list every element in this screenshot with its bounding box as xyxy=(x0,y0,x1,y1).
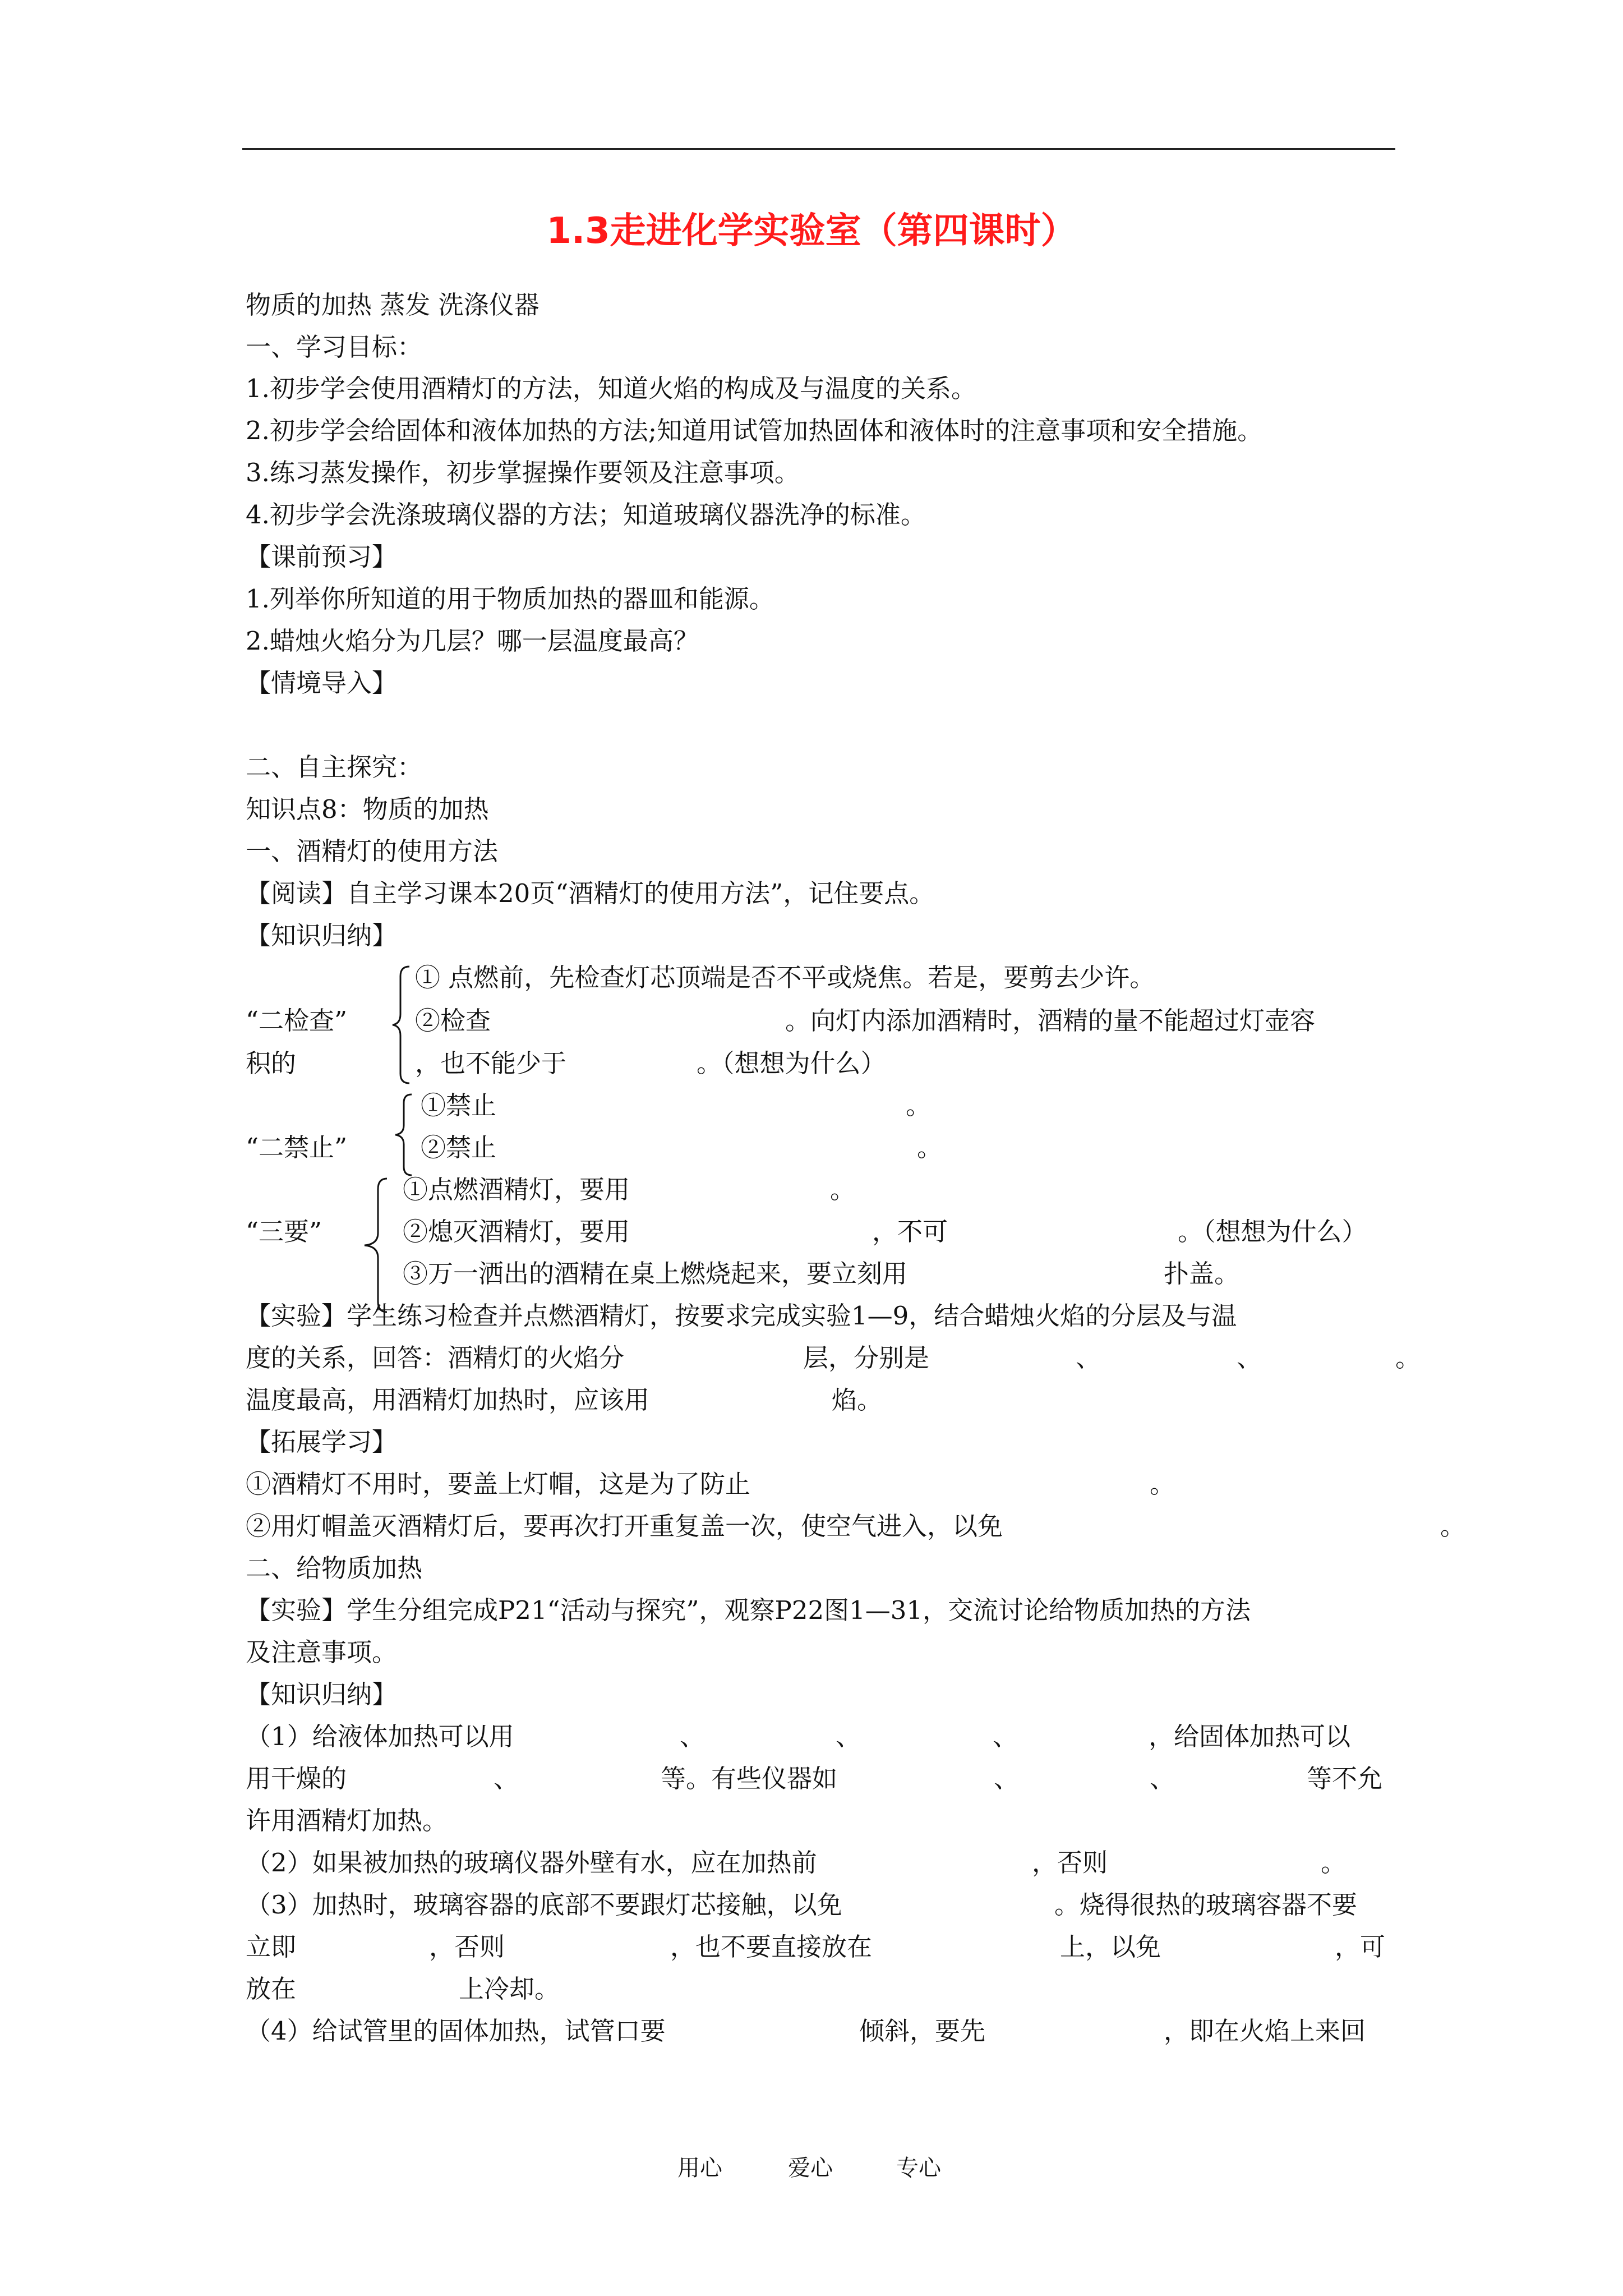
check-item-1: ① 点燃前，先检查灯芯顶端是否不平或烧焦。若是，要剪去少许。 xyxy=(415,963,1155,992)
extend-line: ②用灯帽盖灭酒精灯后，要再次打开重复盖一次，使空气进入，以免 xyxy=(246,1511,1003,1541)
paragraph-1-part: 等。有些仪器如 xyxy=(661,1764,838,1793)
explore-heading: 二、自主探究： xyxy=(246,752,423,782)
summary-2-heading: 【知识归纳】 xyxy=(246,1680,398,1709)
paragraph-1-part: 、 xyxy=(836,1722,861,1751)
forbid-item-2: ②禁止 xyxy=(421,1133,497,1162)
intro-heading: 【情境导入】 xyxy=(246,668,398,698)
check-continuation: ，也不能少于 xyxy=(415,1048,567,1078)
three-item-3-end: 扑盖。 xyxy=(1164,1259,1240,1289)
check-continuation: 。（想想为什么） xyxy=(697,1048,886,1078)
extend-heading: 【拓展学习】 xyxy=(246,1427,398,1457)
preview-heading: 【课前预习】 xyxy=(246,542,398,572)
experiment-line-part: 层，分别是 xyxy=(803,1343,930,1373)
paragraph-1: 用干燥的 xyxy=(246,1764,347,1793)
paragraph-3-part: ，否则 xyxy=(429,1932,505,1962)
footer-text: 用心 xyxy=(677,2155,722,2181)
experiment-line-part: 。 xyxy=(1395,1343,1421,1373)
preview-line: 1.列举你所知道的用于物质加热的器皿和能源。 xyxy=(246,584,774,614)
forbid-item-1-end: 。 xyxy=(906,1091,932,1120)
forbid-label: “二禁止” xyxy=(246,1133,348,1162)
extend-line-end: 。 xyxy=(1150,1469,1175,1499)
experiment-line: 温度最高，用酒精灯加热时，应该用 xyxy=(246,1385,650,1415)
left-brace xyxy=(390,965,413,1085)
forbid-item-2-end: 。 xyxy=(917,1133,943,1162)
goal-line: 2.初步学会给固体和液体加热的方法;知道用试管加热固体和液体时的注意事项和安全措施。 xyxy=(246,416,1263,445)
check-item-2: ②检查 xyxy=(415,1006,491,1036)
check-item-2-rest: 。向灯内添加酒精时，酒精的量不能超过灯壶容 xyxy=(785,1006,1316,1036)
page-title: 1.3走进化学实验室（第四课时） xyxy=(546,210,1077,252)
paragraph-1-part: 、 xyxy=(1150,1764,1175,1793)
three-item-1: ①点燃酒精灯，要用 xyxy=(403,1175,630,1204)
extend-line: ①酒精灯不用时，要盖上灯帽，这是为了防止 xyxy=(246,1469,751,1499)
paragraph-3-part: ，可 xyxy=(1335,1932,1386,1962)
experiment-line-part: 、 xyxy=(1076,1343,1101,1373)
left-brace xyxy=(393,1093,415,1177)
forbid-item-1: ①禁止 xyxy=(421,1091,497,1120)
paragraph-1-part: ，给固体加热可以 xyxy=(1149,1722,1351,1751)
paragraph-2-part: 。 xyxy=(1321,1848,1347,1878)
experiment-line-part: 、 xyxy=(1237,1343,1262,1373)
paragraph-1-part: 等不允 xyxy=(1307,1764,1383,1793)
experiment-line-part: 焰。 xyxy=(832,1385,883,1415)
experiment-line: 【实验】学生练习检查并点燃酒精灯，按要求完成实验1—9，结合蜡烛火焰的分层及与温 xyxy=(246,1301,1237,1331)
paragraph-1-part: 、 xyxy=(994,1764,1020,1793)
paragraph-3: 放在 xyxy=(246,1974,297,2004)
header-rule xyxy=(242,148,1395,150)
paragraph-1: （1）给液体加热可以用 xyxy=(246,1722,514,1751)
paragraph-4: （4）给试管里的固体加热，试管口要 xyxy=(246,2016,666,2046)
footer-text: 专心 xyxy=(896,2155,941,2181)
section-1-heading: 一、酒精灯的使用方法 xyxy=(246,836,499,866)
paragraph-2-part: ，否则 xyxy=(1032,1848,1108,1878)
three-label: “三要” xyxy=(246,1217,322,1246)
experiment-2-line: 【实验】学生分组完成P21“活动与探究”，观察P22图1—31，交流讨论给物质加热的方法 xyxy=(246,1595,1251,1625)
preview-line: 2.蜡烛火焰分为几层？哪一层温度最高？ xyxy=(246,626,699,656)
goals-heading: 一、学习目标： xyxy=(246,332,423,362)
three-item-3: ③万一洒出的酒精在桌上燃烧起来，要立刻用 xyxy=(403,1259,908,1289)
goal-line: 3.练习蒸发操作，初步掌握操作要领及注意事项。 xyxy=(246,458,800,487)
three-item-1-end: 。 xyxy=(830,1175,856,1204)
goal-line: 4.初步学会洗涤玻璃仪器的方法；知道玻璃仪器洗净的标准。 xyxy=(246,500,926,530)
paragraph-4-part: ，即在火焰上来回 xyxy=(1164,2016,1366,2046)
extend-line-end: 。 xyxy=(1440,1511,1466,1541)
paragraph-3-part: 上冷却。 xyxy=(459,1974,560,2004)
reading-line: 【阅读】自主学习课本20页“酒精灯的使用方法”，记住要点。 xyxy=(246,878,935,908)
experiment-line: 度的关系，回答：酒精灯的火焰分 xyxy=(246,1343,625,1373)
check-continuation: 积的 xyxy=(246,1048,297,1078)
three-item-2-mid: ，不可 xyxy=(872,1217,948,1246)
paragraph-3: （3）加热时，玻璃容器的底部不要跟灯芯接触，以免 xyxy=(246,1890,842,1920)
paragraph-1-part: 、 xyxy=(494,1764,519,1793)
paragraph-3: 立即 xyxy=(246,1932,297,1962)
paragraph-3-part: 上，以免 xyxy=(1060,1932,1161,1962)
paragraph-1: 许用酒精灯加热。 xyxy=(246,1806,448,1835)
paragraph-3-part: 。烧得很热的玻璃容器不要 xyxy=(1054,1890,1358,1920)
paragraph-3-part: ，也不要直接放在 xyxy=(670,1932,873,1962)
knowledge-point-8: 知识点8：物质的加热 xyxy=(246,794,489,824)
experiment-2-line: 及注意事项。 xyxy=(246,1637,398,1667)
paragraph-4-part: 倾斜，要先 xyxy=(859,2016,986,2046)
check-label: “二检查” xyxy=(246,1006,348,1036)
three-item-2: ②熄灭酒精灯，要用 xyxy=(403,1217,630,1246)
paragraph-2: （2）如果被加热的玻璃仪器外壁有水，应在加热前 xyxy=(246,1848,817,1878)
section-2-heading: 二、给物质加热 xyxy=(246,1553,423,1583)
summary-heading: 【知识归纳】 xyxy=(246,921,398,950)
subtitle: 物质的加热 蒸发 洗涤仪器 xyxy=(246,290,540,320)
paragraph-1-part: 、 xyxy=(680,1722,706,1751)
paragraph-1-part: 、 xyxy=(993,1722,1018,1751)
goal-line: 1.初步学会使用酒精灯的方法，知道火焰的构成及与温度的关系。 xyxy=(246,374,976,403)
footer-text: 爱心 xyxy=(788,2155,833,2181)
three-item-2-end: 。（想想为什么） xyxy=(1178,1217,1367,1246)
